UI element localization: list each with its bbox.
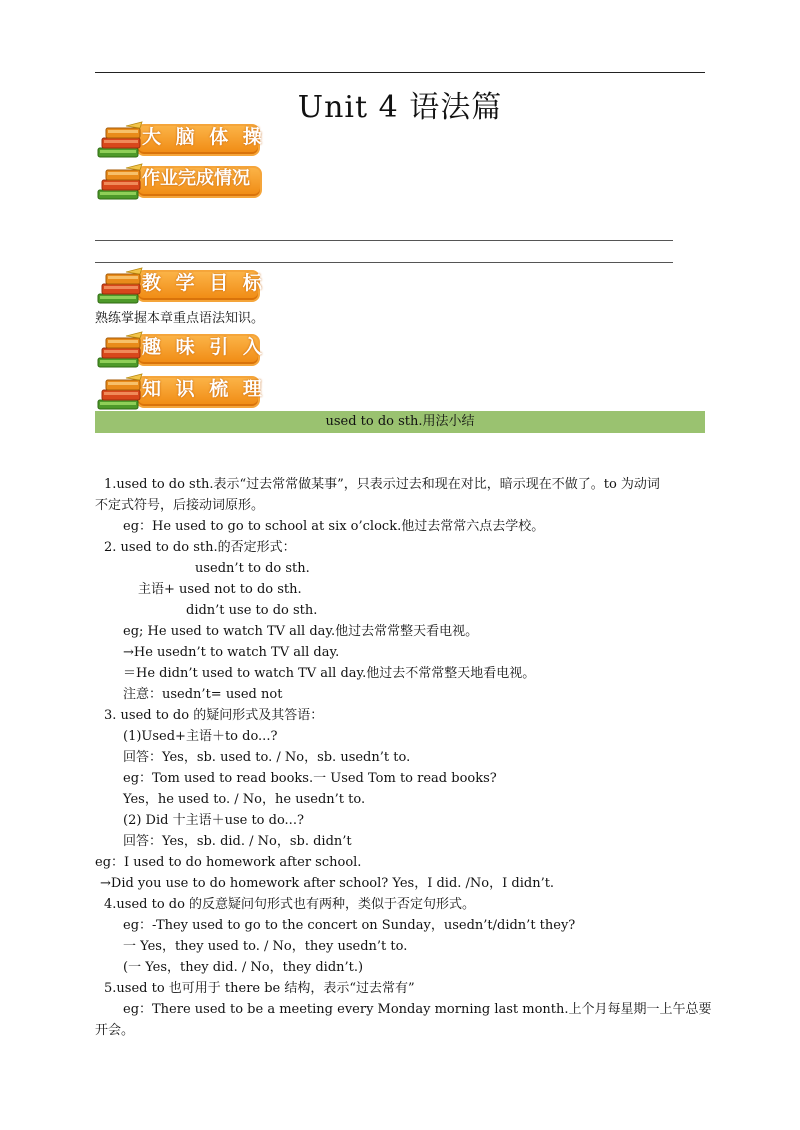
para-2-example-1: eg; He used to watch TV all day.他过去常常整天看电视。 <box>123 624 479 639</box>
book-stack-icon <box>96 162 146 202</box>
badge-brain-exercise <box>96 120 266 156</box>
para-3-line-e: (2) Did 十主语＋use to do...? <box>123 813 304 828</box>
answer-line <box>95 240 673 241</box>
para-2-form-2: 主语+ used not to do sth. <box>138 582 302 597</box>
badge-label: 知 识 梳 理 <box>142 378 266 400</box>
para-5-line-a: eg：There used to be a meeting every Monday morning last month.上个月每星期一上午总要 <box>123 1002 712 1017</box>
para-3-line-d: Yes，he used to. / No，he usedn’t to. <box>123 792 366 807</box>
badge-teaching-goal <box>96 266 266 302</box>
para-4-line-b: 一 Yes，they used to. / No，they usedn’t to. <box>123 939 408 954</box>
badge-fun-intro <box>96 330 266 366</box>
top-rule <box>95 72 705 73</box>
badge-label: 教 学 目 标 <box>142 272 266 294</box>
para-3-line-g: eg：I used to do homework after school. <box>95 855 362 870</box>
para-3-line-a: (1)Used+主语＋to do...? <box>123 729 278 744</box>
para-2-example-2: →He usedn’t to watch TV all day. <box>123 645 340 660</box>
para-1-example: eg：He used to go to school at six o’clock.他过去常常六点去学校。 <box>123 519 545 534</box>
page-title: Unit 4 语法篇 <box>297 90 503 125</box>
badge-homework <box>96 162 266 198</box>
para-2-heading: 2. used to do sth.的否定形式： <box>104 540 296 555</box>
para-3-line-c: eg：Tom used to read books.一 Used Tom to read books? <box>123 771 497 786</box>
answer-line <box>95 262 673 263</box>
book-stack-icon <box>96 120 146 160</box>
book-stack-icon <box>96 330 146 370</box>
badge-label: 趣 味 引 入 <box>142 336 266 358</box>
section-header: used to do sth.用法小结 <box>95 411 705 433</box>
para-5-line-b: 开会。 <box>95 1023 135 1038</box>
para-2-note: 注意：usedn’t= used not <box>123 687 283 702</box>
book-stack-icon <box>96 372 146 412</box>
para-4-line-c: (一 Yes，they did. / No，they didn’t.) <box>123 960 364 975</box>
para-3-heading: 3. used to do 的疑问形式及其答语： <box>104 708 324 723</box>
para-2-form-3: didn’t use to do sth. <box>186 603 318 618</box>
badge-label: 作业完成情况 <box>142 168 250 189</box>
goal-text: 熟练掌握本章重点语法知识。 <box>95 311 265 326</box>
para-2-form-1: usedn’t to do sth. <box>195 561 310 576</box>
para-1-line-1: 1.used to do sth.表示“过去常常做某事”，只表示过去和现在对比，暗示现在不做了。to 为动词 <box>104 477 660 492</box>
para-2-example-3: ＝He didn’t used to watch TV all day.他过去不常常整天地看电视。 <box>123 666 536 681</box>
para-3-line-b: 回答：Yes，sb. used to. / No，sb. usedn’t to. <box>123 750 411 765</box>
para-1-line-2: 不定式符号，后接动词原形。 <box>95 498 265 513</box>
para-5-heading: 5.used to 也可用于 there be 结构，表示“过去常有” <box>104 981 415 996</box>
book-stack-icon <box>96 266 146 306</box>
para-3-line-h: →Did you use to do homework after school? Yes，I did. /No，I didn’t. <box>100 876 555 891</box>
badge-knowledge-review <box>96 372 266 408</box>
para-3-line-f: 回答：Yes，sb. did. / No，sb. didn’t <box>123 834 352 849</box>
para-4-line-a: eg：-They used to go to the concert on Sunday，usedn’t/didn’t they? <box>123 918 576 933</box>
para-4-heading: 4.used to do 的反意疑问句形式也有两种，类似于否定句形式。 <box>104 897 476 912</box>
badge-label: 大 脑 体 操 <box>142 126 266 148</box>
